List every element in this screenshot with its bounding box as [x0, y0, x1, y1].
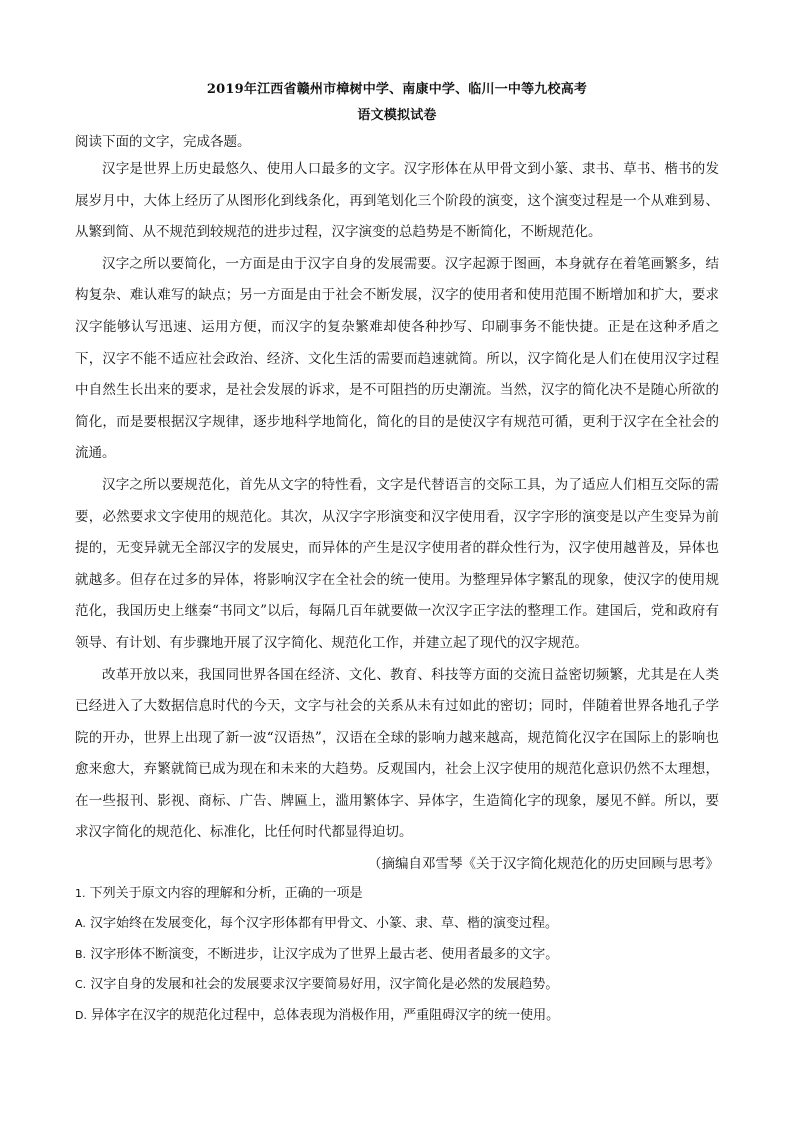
option-a-letter: A. [75, 917, 86, 931]
question-1 [75, 879, 719, 1031]
option-b[interactable] [75, 940, 719, 971]
question-stem [75, 879, 719, 909]
option-c[interactable] [75, 970, 719, 1001]
passage-source: （摘编自邓雪琴《关于汉字简化规范化的历史回顾与思考》 [368, 856, 719, 873]
passage-paragraph-1: 汉字是世界上历史最悠久、使用人口最多的文字。汉字形体在从甲骨文到小篆、隶书、草书、楷书的发展岁月中，大体上经历了从图形化到线条化，再到笔划化三个阶段的演变，这个演变过程是一个从难到易、从繁到简、从不规范到较规范的进步过程，汉字演变的总趋势是不断简化，不断规范化。 [75, 161, 719, 241]
question-stem-text: 下列关于原文内容的理解和分析，正确的一项是 [89, 886, 363, 902]
passage-paragraph-3: 汉字之所以要规范化，首先从文字的特性看，文字是代替语言的交际工具，为了适应人们相互交际的需要，必然要求文字使用的规范化。其次，从汉字字形演变和汉字使用看，汉字字形的演变是以产生变异为前提的，无变异就无全部汉字的发展史，而异体的产生是汉字使用者的群众性行为，汉字使用越普及，异体也就越多。但存在过多的异体，将影响汉字在全社会的统一使用。为整理异体字繁乱的现象，使汉字的使用规范化，我国历史上继秦“书同文”以后，每隔几百年就要做一次汉字正字法的整理工作。建国后，党和政府有领导、有计划、有步骤地开展了汉字简化、规范化工作，并建立起了现代的汉字规范。 [75, 476, 719, 651]
option-b-text: 汉字形体不断演变，不断进步，让汉字成为了世界上最古老、使用者最多的文字。 [90, 946, 559, 962]
reading-instruction: 阅读下面的文字，完成各题。 [75, 134, 251, 150]
passage-paragraph-2: 汉字之所以要简化，一方面是由于汉字自身的发展需要。汉字起源于图画，本身就存在着笔画繁多，结构复杂、难认难写的缺点；另一方面是由于社会不断发展，汉字的使用者和使用范围不断增加和扩大，要求汉字能够认写迅速、运用方便，而汉字的复杂繁难却使各种抄写、印刷事务不能快捷。正是在这种矛盾之下，汉字不能不适应社会政治、经济、文化生活的需要而趋速就简。所以，汉字简化是人们在使用汉字过程中自然生长出来的要求，是社会发展的诉求，是不可阻挡的历史潮流。当然，汉字的简化决不是随心所欲的简化，而是要根据汉字规律，逐步地科学地简化，简化的目的是使汉字有规范可循，更利于汉字在全社会的流通。 [75, 255, 719, 462]
reading-passage [75, 154, 719, 849]
passage-paragraph-4: 改革开放以来，我国同世界各国在经济、文化、教育、科技等方面的交流日益密切频繁，尤其是在人类已经进入了大数据信息时代的今天，文字与社会的关系从未有过如此的密切；同时，伴随着世界各地孔子学院的开办，世界上出现了新一波“汉语热”，汉语在全球的影响力越来越高，规范简化汉字在国际上的影响也愈来愈大，弃繁就简已成为现在和未来的大趋势。反观国内，社会上汉字使用的规范化意识仍然不太理想，在一些报刊、影视、商标、广告、牌匾上，滥用繁体字、异体字，生造简化字的现象，屡见不鲜。所以，要求汉字简化的规范化、标准化，比任何时代都显得迫切。 [75, 666, 719, 841]
exam-subtitle: 语文模拟试卷 [357, 108, 437, 123]
option-d-letter: D. [75, 1008, 87, 1022]
option-d[interactable] [75, 1001, 719, 1032]
option-c-text: 汉字自身的发展和社会的发展要求汉字要简易好用，汉字简化是必然的发展趋势。 [90, 977, 559, 993]
question-number: 1. [75, 887, 86, 901]
option-a-text: 汉字始终在发展变化，每个汉字形体都有甲骨文、小篆、隶、草、楷的演变过程。 [89, 916, 558, 932]
exam-title: 2019年江西省赣州市樟树中学、南康中学、临川一中等九校高考 [206, 82, 588, 97]
option-b-letter: B. [75, 947, 87, 961]
option-d-text: 异体字在汉字的规范化过程中，总体表现为消极作用，严重阻碍汉字的统一使用。 [91, 1007, 560, 1023]
option-c-letter: C. [75, 978, 87, 992]
option-a[interactable] [75, 909, 719, 940]
